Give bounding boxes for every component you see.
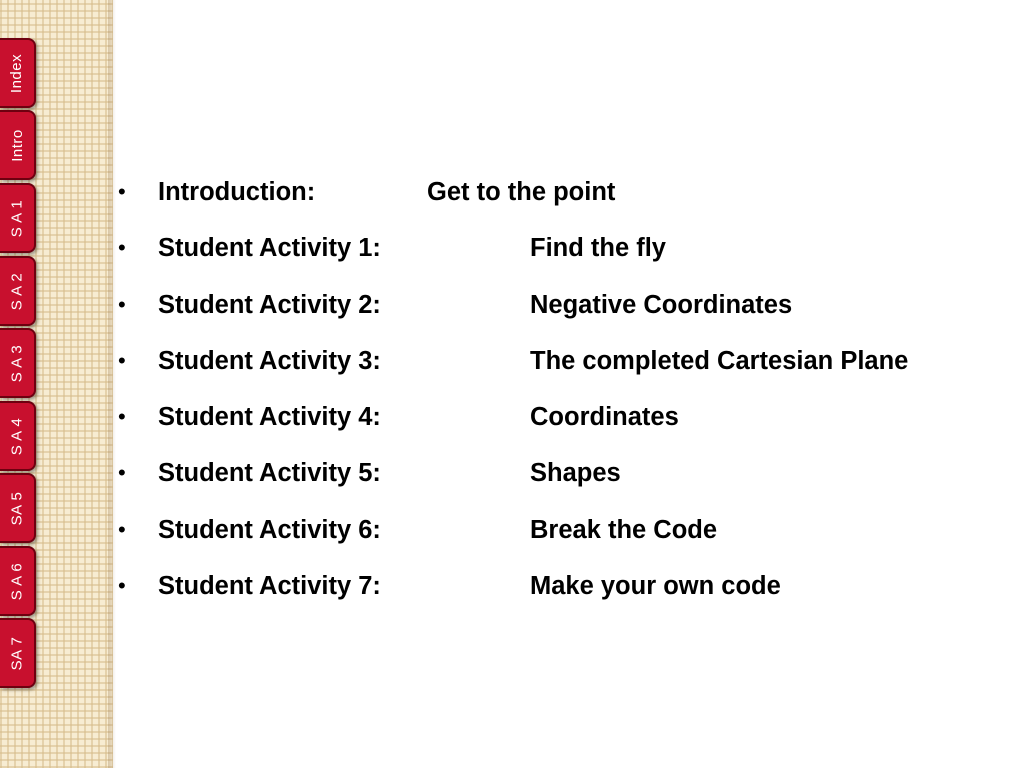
item-label: Student Activity 3: xyxy=(158,346,381,375)
list-item-sa1[interactable] xyxy=(118,228,1018,284)
bullet: • xyxy=(118,404,126,430)
tab-sa2-label: S A 2 xyxy=(8,272,26,310)
list-item-intro[interactable] xyxy=(118,172,1018,228)
bullet: • xyxy=(118,460,126,486)
tab-sa5-label: SA 5 xyxy=(8,491,26,525)
list-item-sa2[interactable] xyxy=(118,285,1018,341)
bullet: • xyxy=(118,573,126,599)
item-desc: Negative Coordinates xyxy=(530,290,793,319)
list-item-sa4[interactable] xyxy=(118,397,1018,453)
tab-sa7[interactable] xyxy=(0,618,36,688)
item-desc: The completed Cartesian Plane xyxy=(530,346,909,375)
bullet: • xyxy=(118,347,126,373)
item-label: Student Activity 1: xyxy=(158,234,381,263)
item-label: Student Activity 6: xyxy=(158,515,381,544)
item-desc: Find the fly xyxy=(530,234,666,263)
list-item-sa6[interactable] xyxy=(118,510,1018,566)
list-item-sa7[interactable] xyxy=(118,566,1018,622)
list-item-sa5[interactable] xyxy=(118,453,1018,509)
bullet: • xyxy=(118,516,126,542)
list-item-sa3[interactable] xyxy=(118,341,1018,397)
tab-sa4[interactable] xyxy=(0,401,36,471)
tab-sa7-label: SA 7 xyxy=(8,636,26,670)
item-desc: Coordinates xyxy=(530,403,679,432)
tab-intro[interactable] xyxy=(0,110,36,180)
item-label: Student Activity 7: xyxy=(158,572,381,601)
tab-sa4-label: S A 4 xyxy=(8,417,26,455)
bullet: • xyxy=(118,179,126,204)
tab-sa3-label: S A 3 xyxy=(8,344,26,382)
tab-sa6[interactable] xyxy=(0,546,36,616)
item-label: Student Activity 2: xyxy=(158,290,381,319)
bullet: • xyxy=(118,291,126,317)
bullet: • xyxy=(118,235,126,261)
index-list xyxy=(118,172,1018,622)
strip-shadow xyxy=(108,0,116,768)
item-label: Student Activity 5: xyxy=(158,459,381,488)
tab-index-label: Index xyxy=(8,53,26,93)
tab-sa1[interactable] xyxy=(0,183,36,253)
tab-sa2[interactable] xyxy=(0,256,36,326)
tab-intro-label: Intro xyxy=(8,128,26,162)
item-label: Introduction: xyxy=(158,178,316,206)
tab-index[interactable] xyxy=(0,38,36,108)
tab-sa3[interactable] xyxy=(0,328,36,398)
tab-sa1-label: S A 1 xyxy=(8,199,26,237)
item-label: Student Activity 4: xyxy=(158,403,381,432)
item-desc: Break the Code xyxy=(530,515,718,544)
item-desc: Get to the point xyxy=(427,178,616,206)
item-desc: Make your own code xyxy=(530,572,781,601)
tab-sa6-label: S A 6 xyxy=(8,562,26,600)
tab-sa5[interactable] xyxy=(0,473,36,543)
item-desc: Shapes xyxy=(530,459,621,488)
